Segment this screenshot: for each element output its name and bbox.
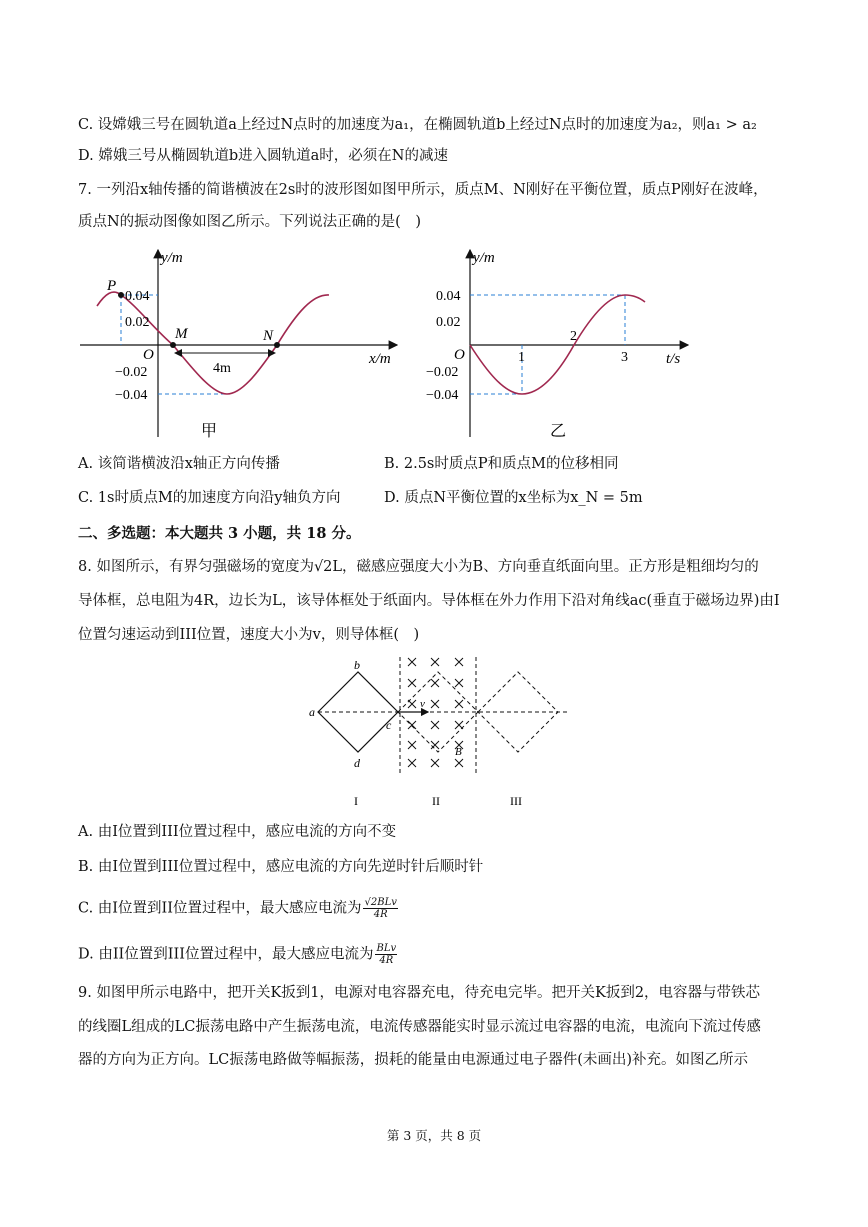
q9-stem-line3: 器的方向为正方向。LC振荡电路做等幅振荡，损耗的能量由电源通过电子器件(未画出)补充。如图乙所示	[78, 1052, 749, 1068]
q8-option-b: B. 由I位置到III位置过程中，感应电流的方向先逆时针后顺时针	[78, 859, 484, 875]
q7-stem-line1: 7. 一列沿x轴传播的简谐横波在2s时的波形图如图甲所示，质点M、N刚好在平衡位置，质点P刚好在波峰，	[78, 182, 768, 198]
q6-option-c: C. 设嫦娥三号在圆轨道a上经过N点时的加速度为a₁，在椭圆轨道b上经过N点时的加速度为a₂，则a₁ > a₂	[78, 117, 757, 133]
magnetic-field-figure	[300, 655, 580, 815]
origin-label: O	[143, 347, 154, 363]
section-heading: 二、多选题：本大题共 3 小题，共 18 分。	[78, 525, 361, 542]
vibration-graph-yi	[420, 242, 700, 447]
caption-jia: 甲	[201, 423, 218, 440]
x-tick-label: 1	[518, 350, 525, 365]
q8-stem-line2: 导体框，总电阻为4R，边长为L，该导体框处于纸面内。导体框在外力作用下沿对角线ac(垂直于磁场边界)由I	[78, 593, 780, 609]
q7-option-b: B. 2.5s时质点P和质点M的位移相同	[384, 456, 619, 472]
position-label: II	[432, 794, 440, 808]
q7-option-a: A. 该简谐横波沿x轴正方向传播	[78, 456, 280, 472]
q8-option-c	[78, 897, 398, 920]
v-label: v	[420, 698, 425, 710]
x-axis-label: x/m	[369, 351, 391, 367]
b-label: B	[455, 746, 462, 758]
point-n-label: N	[263, 328, 274, 344]
vertex-b-label: b	[354, 658, 360, 672]
point-m-label: M	[175, 326, 188, 342]
q7-option-d: D. 质点N平衡位置的x坐标为x_N = 5m	[384, 490, 643, 506]
q8-stem-line3: 位置匀速运动到III位置，速度大小为v，则导体框( )	[78, 627, 420, 643]
q9-stem-line2: 的线圈L组成的LC振荡电路中产生振荡电流，电流传感器能实时显示流过电容器的电流，电流向下流过传感	[78, 1019, 761, 1035]
q7-option-c: C. 1s时质点M的加速度方向沿y轴负方向	[78, 490, 341, 506]
caption-yi: 乙	[550, 423, 567, 440]
y-tick-label: −0.04	[426, 388, 459, 403]
q8-option-c-text: C. 由I位置到II位置过程中，最大感应电流为	[78, 900, 362, 917]
point-p-label: P	[107, 278, 117, 294]
fraction: $\frac{\text{√2BLv}}{4R}$	[364, 897, 397, 920]
y-tick-label: 0.04	[436, 289, 461, 304]
q8-option-a: A. 由I位置到III位置过程中，感应电流的方向不变	[78, 824, 397, 840]
wave-graph-jia	[75, 242, 405, 447]
y-tick-label: −0.02	[115, 365, 148, 380]
y-tick-label: 0.02	[125, 315, 150, 330]
q9-stem-line1: 9. 如图甲所示电路中，把开关K扳到1，电源对电容器充电，待充电完毕。把开关K扳到2，电容器与带铁芯	[78, 985, 761, 1001]
y-tick-label: −0.02	[426, 365, 459, 380]
q8-option-d-text: D. 由II位置到III位置过程中，最大感应电流为	[78, 946, 374, 963]
x-axis-label: t/s	[666, 351, 681, 367]
q8-stem-line1: 8. 如图所示，有界匀强磁场的宽度为√2L，磁感应强度大小为B、方向垂直纸面向里。正方形是粗细均匀的	[78, 559, 759, 575]
y-tick-label: −0.04	[115, 388, 148, 403]
x-tick-label: 2	[570, 329, 577, 344]
x-tick-label: 3	[621, 350, 628, 365]
fraction: $\frac{\text{BLv}}{4R}$	[376, 943, 397, 966]
q7-stem-line2: 质点N的振动图像如图乙所示。下列说法正确的是( )	[78, 214, 421, 230]
y-axis-label: y/m	[473, 250, 495, 266]
y-tick-label: 0.04	[125, 289, 150, 304]
page-footer: 第 3 页，共 8 页	[386, 1128, 482, 1143]
y-tick-label: 0.02	[436, 315, 461, 330]
position-label: I	[354, 794, 358, 808]
vertex-d-label: d	[354, 756, 360, 770]
y-axis-label: y/m	[161, 250, 183, 266]
q6-option-d: D. 嫦娥三号从椭圆轨道b进入圆轨道a时，必须在N的减速	[78, 148, 448, 164]
origin-label: O	[454, 347, 465, 363]
q8-option-d	[78, 943, 397, 966]
position-label: III	[510, 794, 522, 808]
vertex-c-label: c	[386, 718, 392, 732]
span-label: 4m	[213, 361, 231, 376]
vertex-a-label: a	[309, 705, 315, 719]
